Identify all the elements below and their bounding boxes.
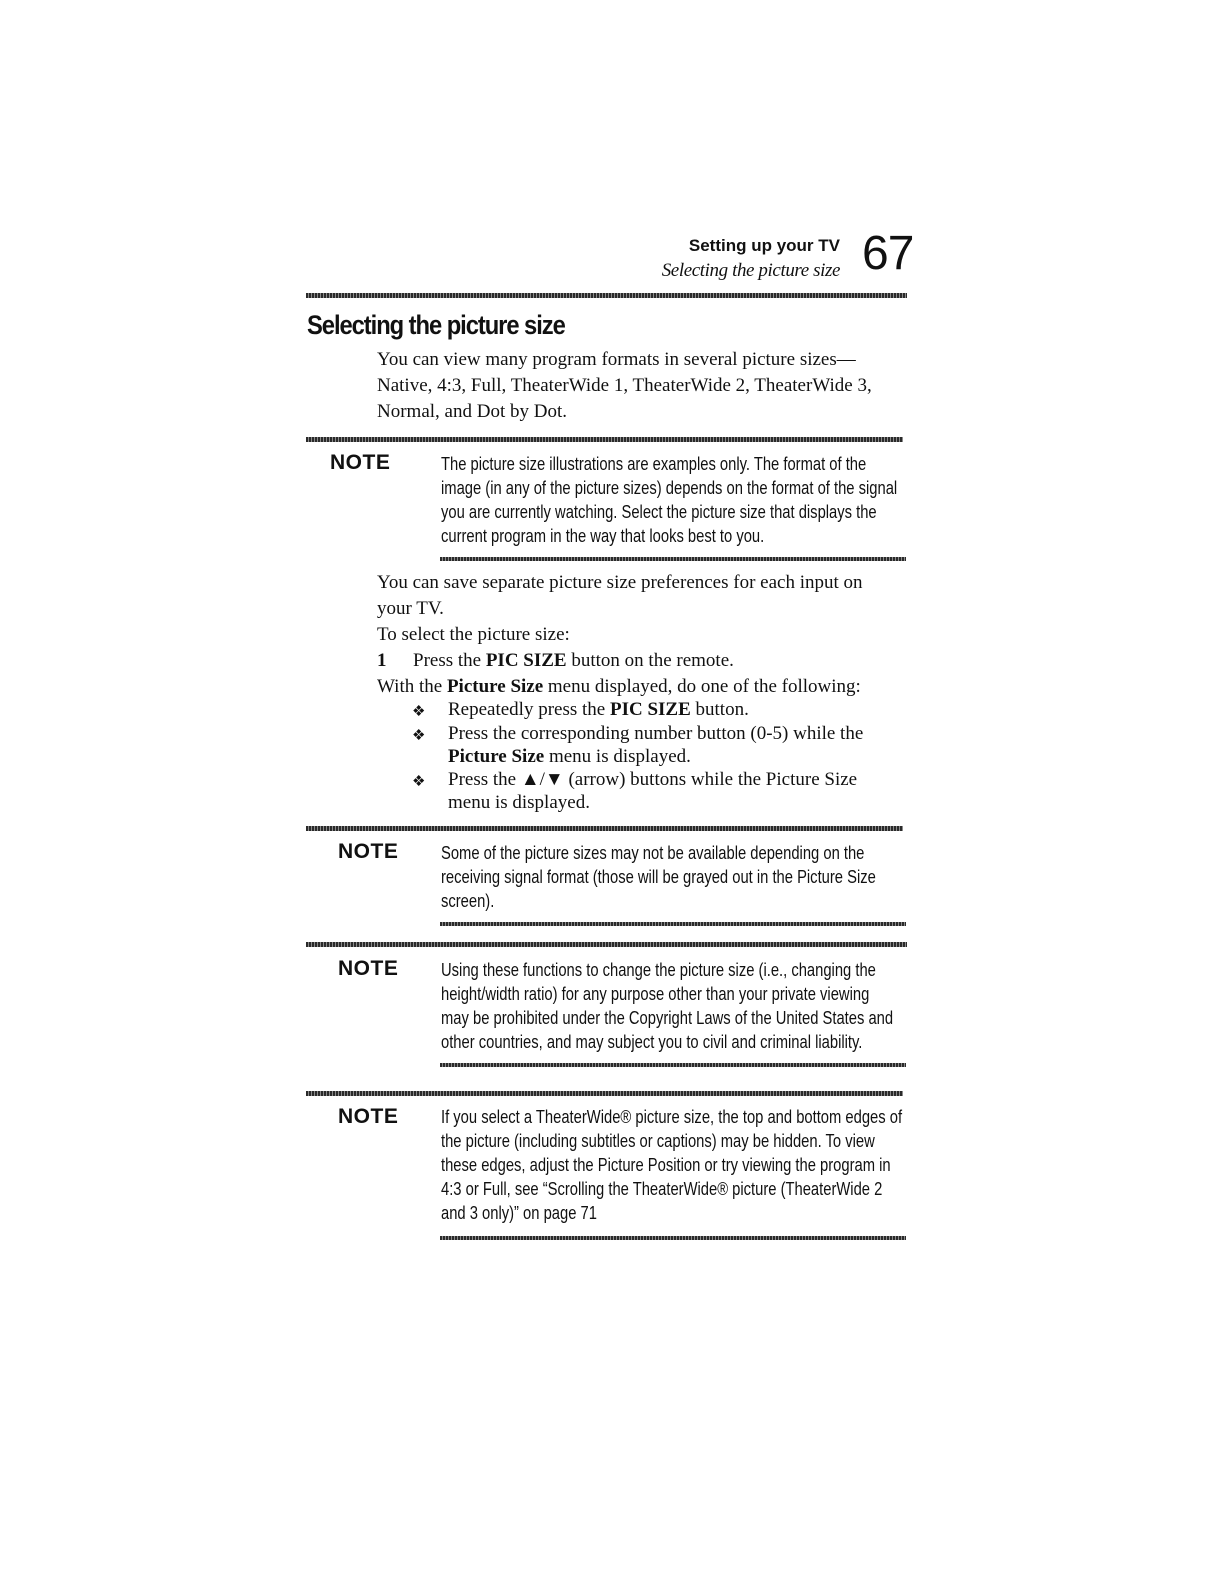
note-line: Some of the picture sizes may not be available depending on the xyxy=(441,843,865,863)
note-bottom-rule xyxy=(440,1236,906,1240)
note-line: screen). xyxy=(441,891,495,911)
bullet-text: button. xyxy=(690,699,749,720)
note-line: receiving signal format (those will be grayed out in the Picture Size xyxy=(441,867,876,887)
note-top-rule xyxy=(306,1091,903,1096)
note-line: and 3 only)” on page 71 xyxy=(441,1203,597,1223)
note-line: may be prohibited under the Copyright Laws of the United States and xyxy=(441,1008,894,1028)
note-top-rule xyxy=(306,437,903,442)
note-line: image (in any of the picture sizes) depends on the format of the signal xyxy=(441,478,898,498)
note-line: If you select a TheaterWide® picture size, the top and bottom edges of xyxy=(441,1107,903,1127)
bullet-icon: ❖ xyxy=(412,728,426,744)
note-label: NOTE xyxy=(330,451,391,474)
note-line: current program in the way that looks best to you. xyxy=(441,526,765,546)
body-line: You can save separate picture size preferences for each input on xyxy=(377,572,863,593)
note-top-rule xyxy=(306,826,903,831)
save-preferences-paragraph xyxy=(377,570,917,622)
note-text xyxy=(441,452,997,548)
step-number: 1 xyxy=(377,650,387,671)
note-text xyxy=(441,958,992,1054)
intro-paragraph xyxy=(377,347,917,425)
menu-name: Picture Size xyxy=(446,676,544,697)
note-label: NOTE xyxy=(338,1105,399,1128)
note-bottom-rule xyxy=(440,922,906,926)
step-keyword: PIC SIZE xyxy=(485,650,567,671)
note-line: the picture (including subtitles or captions) may be hidden. To view xyxy=(441,1131,875,1151)
body-text: With the xyxy=(377,676,447,697)
step-1 xyxy=(377,648,917,674)
step-text: button on the remote. xyxy=(566,650,734,671)
running-header-section: Setting up your TV xyxy=(688,236,840,255)
bullet-text: Press the corresponding number button (0-5) while the xyxy=(448,723,864,744)
bullet-text: Repeatedly press the xyxy=(448,699,610,720)
note-line: Using these functions to change the picture size (i.e., changing the xyxy=(441,960,876,980)
note-line: other countries, and may subject you to civil and criminal liability. xyxy=(441,1032,863,1052)
note-line: 4:3 or Full, see “Scrolling the TheaterWide® picture (TheaterWide 2 xyxy=(441,1179,883,1199)
bullet-item xyxy=(448,768,918,814)
note-line: these edges, adjust the Picture Position or try viewing the program in xyxy=(441,1155,891,1175)
step-text: Press the xyxy=(413,650,486,671)
header-rule xyxy=(306,293,907,298)
note-text xyxy=(441,841,971,913)
body-text: menu displayed, do one of the following: xyxy=(543,676,861,697)
bullet-text: Press the ▲/▼ (arrow) buttons while the Picture Size xyxy=(448,769,858,790)
bullet-keyword: Picture Size xyxy=(448,746,545,767)
page-number: 67 xyxy=(862,227,914,280)
section-title: Selecting the picture size xyxy=(307,310,565,340)
running-header-subsection: Selecting the picture size xyxy=(661,260,840,281)
bullet-item xyxy=(448,722,918,768)
note-label: NOTE xyxy=(338,840,399,863)
note-top-rule xyxy=(306,942,907,947)
note-line: The picture size illustrations are examples only. The format of the xyxy=(441,454,867,474)
bullet-text: menu is displayed. xyxy=(448,792,590,813)
note-bottom-rule xyxy=(440,1063,906,1067)
note-label: NOTE xyxy=(338,957,399,980)
bullet-icon: ❖ xyxy=(412,704,426,720)
note-text xyxy=(441,1105,1003,1225)
note-bottom-rule xyxy=(440,557,906,561)
with-menu-line xyxy=(377,674,917,700)
body-line: your TV. xyxy=(377,598,444,619)
intro-line: Native, 4:3, Full, TheaterWide 1, TheaterWide 2, TheaterWide 3, xyxy=(377,375,872,396)
bullet-text: menu is displayed. xyxy=(544,746,691,767)
intro-line: Normal, and Dot by Dot. xyxy=(377,401,567,422)
bullet-icon: ❖ xyxy=(412,774,426,790)
bullet-item xyxy=(448,698,918,722)
intro-line: You can view many program formats in several picture sizes— xyxy=(377,349,856,370)
bullet-keyword: PIC SIZE xyxy=(609,699,691,720)
note-line: you are currently watching. Select the picture size that displays the xyxy=(441,502,877,522)
to-select-line: To select the picture size: xyxy=(377,624,570,645)
note-line: height/width ratio) for any purpose other than your private viewing xyxy=(441,984,870,1004)
